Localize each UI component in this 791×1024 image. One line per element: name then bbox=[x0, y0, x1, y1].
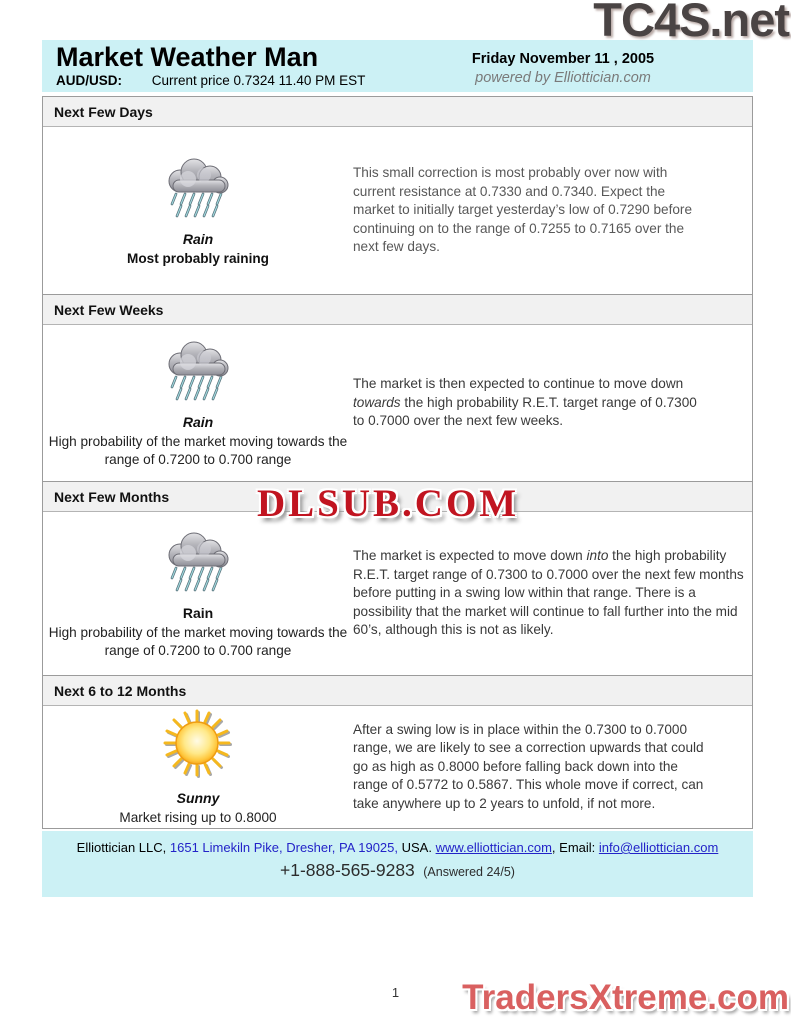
website-link[interactable]: www.elliottician.com bbox=[435, 840, 552, 855]
pair-price-line bbox=[56, 73, 413, 88]
phone-note: (Answered 24/5) bbox=[423, 865, 515, 879]
company-name: Elliottician LLC, bbox=[76, 840, 170, 855]
contact-line bbox=[42, 840, 753, 855]
section-next-6-to-12-months bbox=[42, 675, 753, 829]
condition-summary: Most probably raining bbox=[127, 250, 269, 266]
condition-label: Rain bbox=[182, 604, 214, 621]
section-heading: Next 6 to 12 Months bbox=[43, 676, 752, 706]
section-next-few-weeks bbox=[42, 294, 753, 482]
forecast-paragraph: The market is then expected to continue to move down towards the high probability R.E.T. target range of 0.7300 to 0.7000 over the next few weeks. bbox=[353, 376, 697, 429]
condition-label: Rain bbox=[182, 230, 214, 247]
rain-icon bbox=[158, 337, 238, 408]
dlsub-watermark: DLSUB.COM bbox=[257, 482, 520, 525]
phone-line bbox=[42, 860, 753, 881]
condition-label: Rain bbox=[182, 414, 214, 431]
powered-by: powered by Elliottician.com bbox=[475, 70, 651, 86]
email-label: , Email: bbox=[551, 840, 599, 855]
rain-icon bbox=[158, 154, 238, 225]
page-title: Market Weather Man bbox=[56, 42, 319, 72]
header-left bbox=[56, 42, 413, 88]
section-heading: Next Few Weeks bbox=[43, 295, 752, 325]
phone-number: +1-888-565-9283 bbox=[280, 860, 415, 880]
report-date: Friday November 11 , 2005 bbox=[471, 51, 655, 67]
rain-icon bbox=[158, 528, 238, 599]
forecast-summary-column bbox=[43, 707, 353, 827]
pair-label: AUD/USD: bbox=[56, 73, 122, 88]
sunny-icon bbox=[161, 707, 235, 784]
section-body bbox=[43, 325, 752, 481]
section-body bbox=[43, 706, 752, 828]
page-number: 1 bbox=[391, 985, 400, 1000]
condition-summary: High probability of the market moving towards the range of 0.7200 to 0.700 range bbox=[48, 434, 348, 467]
tc4s-watermark: TC4S.net bbox=[593, 0, 789, 46]
company-country: USA. bbox=[401, 840, 436, 855]
section-body bbox=[43, 127, 752, 294]
report-footer bbox=[42, 831, 753, 897]
forecast-paragraph: This small correction is most probably over now with current resistance at 0.7330 and 0.7340. Expect the market to initially target yesterday’s low of 0.7290 before continuing on to the range of 0.7255 to 0.7165 over the next few days. bbox=[353, 165, 693, 255]
report-header bbox=[42, 40, 753, 92]
section-heading: Next Few Months bbox=[43, 482, 752, 512]
forecast-paragraph: The market is expected to move down into the high probability R.E.T. target range of 0.7300 to 0.7000 over the next few months before putting in a swing low within that range. There is a possibility that the market will continue to fall further into the mid 60’s, although this is not as likely. bbox=[353, 548, 744, 638]
forecast-sections bbox=[42, 96, 753, 829]
forecast-paragraph: After a swing low is in place within the 0.7300 to 0.7000 range, we are likely to see a correction upwards that could go as high as 0.8000 before falling back down into the range of 0.5772 to 0.5867. This whole move if correct, can take anywhere up to 2 years to unfold, if not more. bbox=[353, 721, 704, 811]
section-heading: Next Few Days bbox=[43, 97, 752, 127]
forecast-summary-column bbox=[43, 154, 353, 268]
header-right bbox=[413, 42, 713, 86]
section-next-few-days bbox=[42, 96, 753, 295]
condition-summary: Market rising up to 0.8000 bbox=[119, 810, 277, 826]
email-link[interactable]: info@elliottician.com bbox=[598, 840, 719, 855]
tradersxtreme-watermark: TradersXtreme.com bbox=[462, 978, 789, 1017]
forecast-summary-column bbox=[43, 528, 353, 659]
forecast-summary-column bbox=[43, 337, 353, 468]
condition-summary: High probability of the market moving towards the range of 0.7200 to 0.700 range bbox=[48, 624, 348, 658]
company-address: 1651 Limekiln Pike, Dresher, PA 19025, bbox=[169, 840, 402, 855]
current-price: Current price 0.7324 11.40 PM EST bbox=[151, 73, 366, 88]
condition-label: Sunny bbox=[176, 790, 220, 807]
section-body bbox=[43, 512, 752, 675]
